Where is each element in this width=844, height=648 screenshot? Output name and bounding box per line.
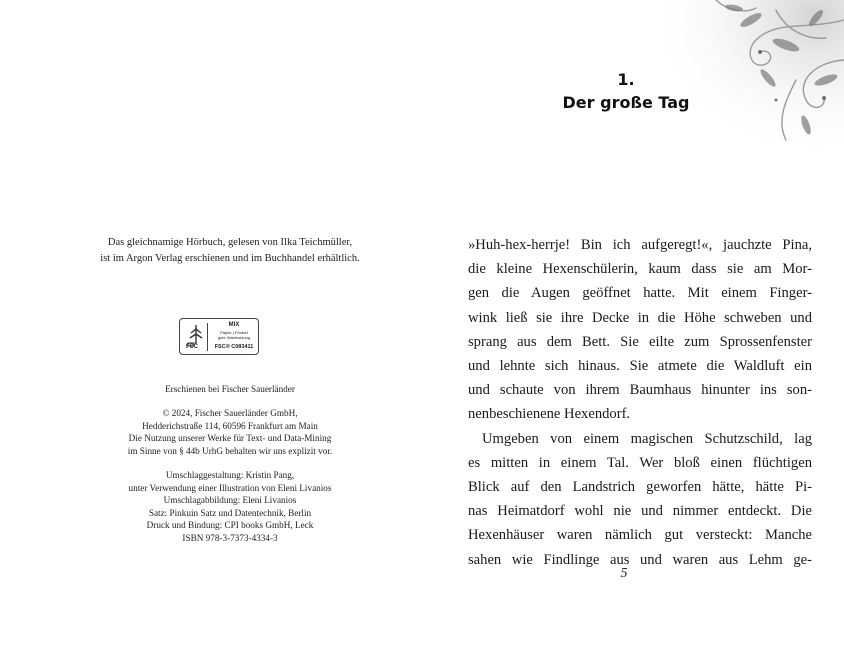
body-line: es mitten in einem Tal. Wer bloß einen flüchtigen — [468, 454, 812, 471]
body-line: sprang aus dem Bett. Sie eilte zum Sprossenfenster — [468, 333, 812, 350]
fsc-description — [210, 330, 258, 340]
audiobook-line: ist im Argon Verlag erschienen und im Buchhandel erhältlich. — [100, 253, 360, 264]
copyright-line: Die Nutzung unserer Werke für Text- und Data-Mining — [128, 433, 332, 444]
publisher-line — [60, 383, 400, 396]
credits-line: Umschlagabbildung: Eleni Livanios — [163, 495, 297, 506]
body-line: Blick auf den Landstrich geworfen hätte, hätte Pi- — [468, 479, 812, 496]
copyright-line: Hedderichstraße 114, 60596 Frankfurt am Main — [142, 420, 318, 431]
copyright-line: © 2024, Fischer Sauerländer GmbH, — [162, 408, 298, 418]
fsc-label — [179, 318, 259, 355]
audiobook-note — [60, 235, 400, 267]
fsc-description-line: Papier | Fördert — [220, 330, 248, 335]
chapter-title: Der große Tag — [562, 93, 690, 112]
fsc-description-line: gute Waldnutzung — [217, 335, 251, 340]
body-line: nas Heimatdorf wohl nie und nimmer entdeckt. Die — [468, 503, 812, 520]
chapter-body-text — [468, 233, 812, 572]
body-line: »Huh-hex-herrje! Bin ich aufgeregt!«, jauchzte Pina, — [468, 237, 812, 253]
audiobook-line: Das gleichnamige Hörbuch, gelesen von Ilka Teichmüller, — [107, 237, 353, 248]
fsc-logo-text: FSC — [186, 344, 198, 350]
body-line: Hexenhäuser waren nämlich gut versteckt: Manche — [468, 527, 812, 544]
credits-line: Satz: Pinkuin Satz und Datentechnik, Berlin — [148, 507, 312, 518]
credits-line: Umschlaggestaltung: Kristin Pang, — [165, 470, 295, 480]
publisher-text: Erschienen bei Fischer Sauerländer — [165, 384, 295, 394]
isbn-line: ISBN 978-3-7373-4334-3 — [182, 532, 278, 543]
copyright-line: im Sinne von § 44b UrhG behalten wir uns explizit vor. — [127, 445, 333, 456]
page-number: 5 — [620, 566, 628, 581]
fsc-divider — [207, 323, 208, 351]
fsc-mix-text: MIX — [228, 322, 240, 328]
copyright-block — [60, 407, 400, 457]
body-line: nenbeschienene Hexendorf. — [468, 406, 631, 423]
chapter-page — [436, 0, 844, 648]
credits-line: unter Verwendung einer Illustration von Eleni Livanios — [128, 482, 332, 493]
credits-line: Druck und Bindung: CPI books GmbH, Leck — [146, 520, 314, 531]
credits-block — [60, 469, 400, 545]
body-line: und schaute von ihrem Baumhaus hinunter ins son- — [468, 382, 812, 399]
body-line: die kleine Hexenschülerin, kaum dass sie am Mor- — [468, 261, 812, 278]
body-line: und lehnte sich hinaus. Sie atmete die Waldluft ein — [468, 358, 812, 375]
body-line: sahen wie Findlinge aus und waren aus Lehm ge- — [468, 551, 812, 568]
body-line: gen die Augen geöffnet hatte. Mit einem Finger- — [468, 285, 812, 302]
body-line: Umgeben von einem magischen Schutzschild, lag — [482, 430, 812, 447]
fsc-code: FSC® C083411 — [214, 344, 254, 350]
body-line: wink ließ sie ihre Decke in die Höhe schweben und — [468, 309, 812, 326]
chapter-number: 1. — [617, 70, 635, 89]
